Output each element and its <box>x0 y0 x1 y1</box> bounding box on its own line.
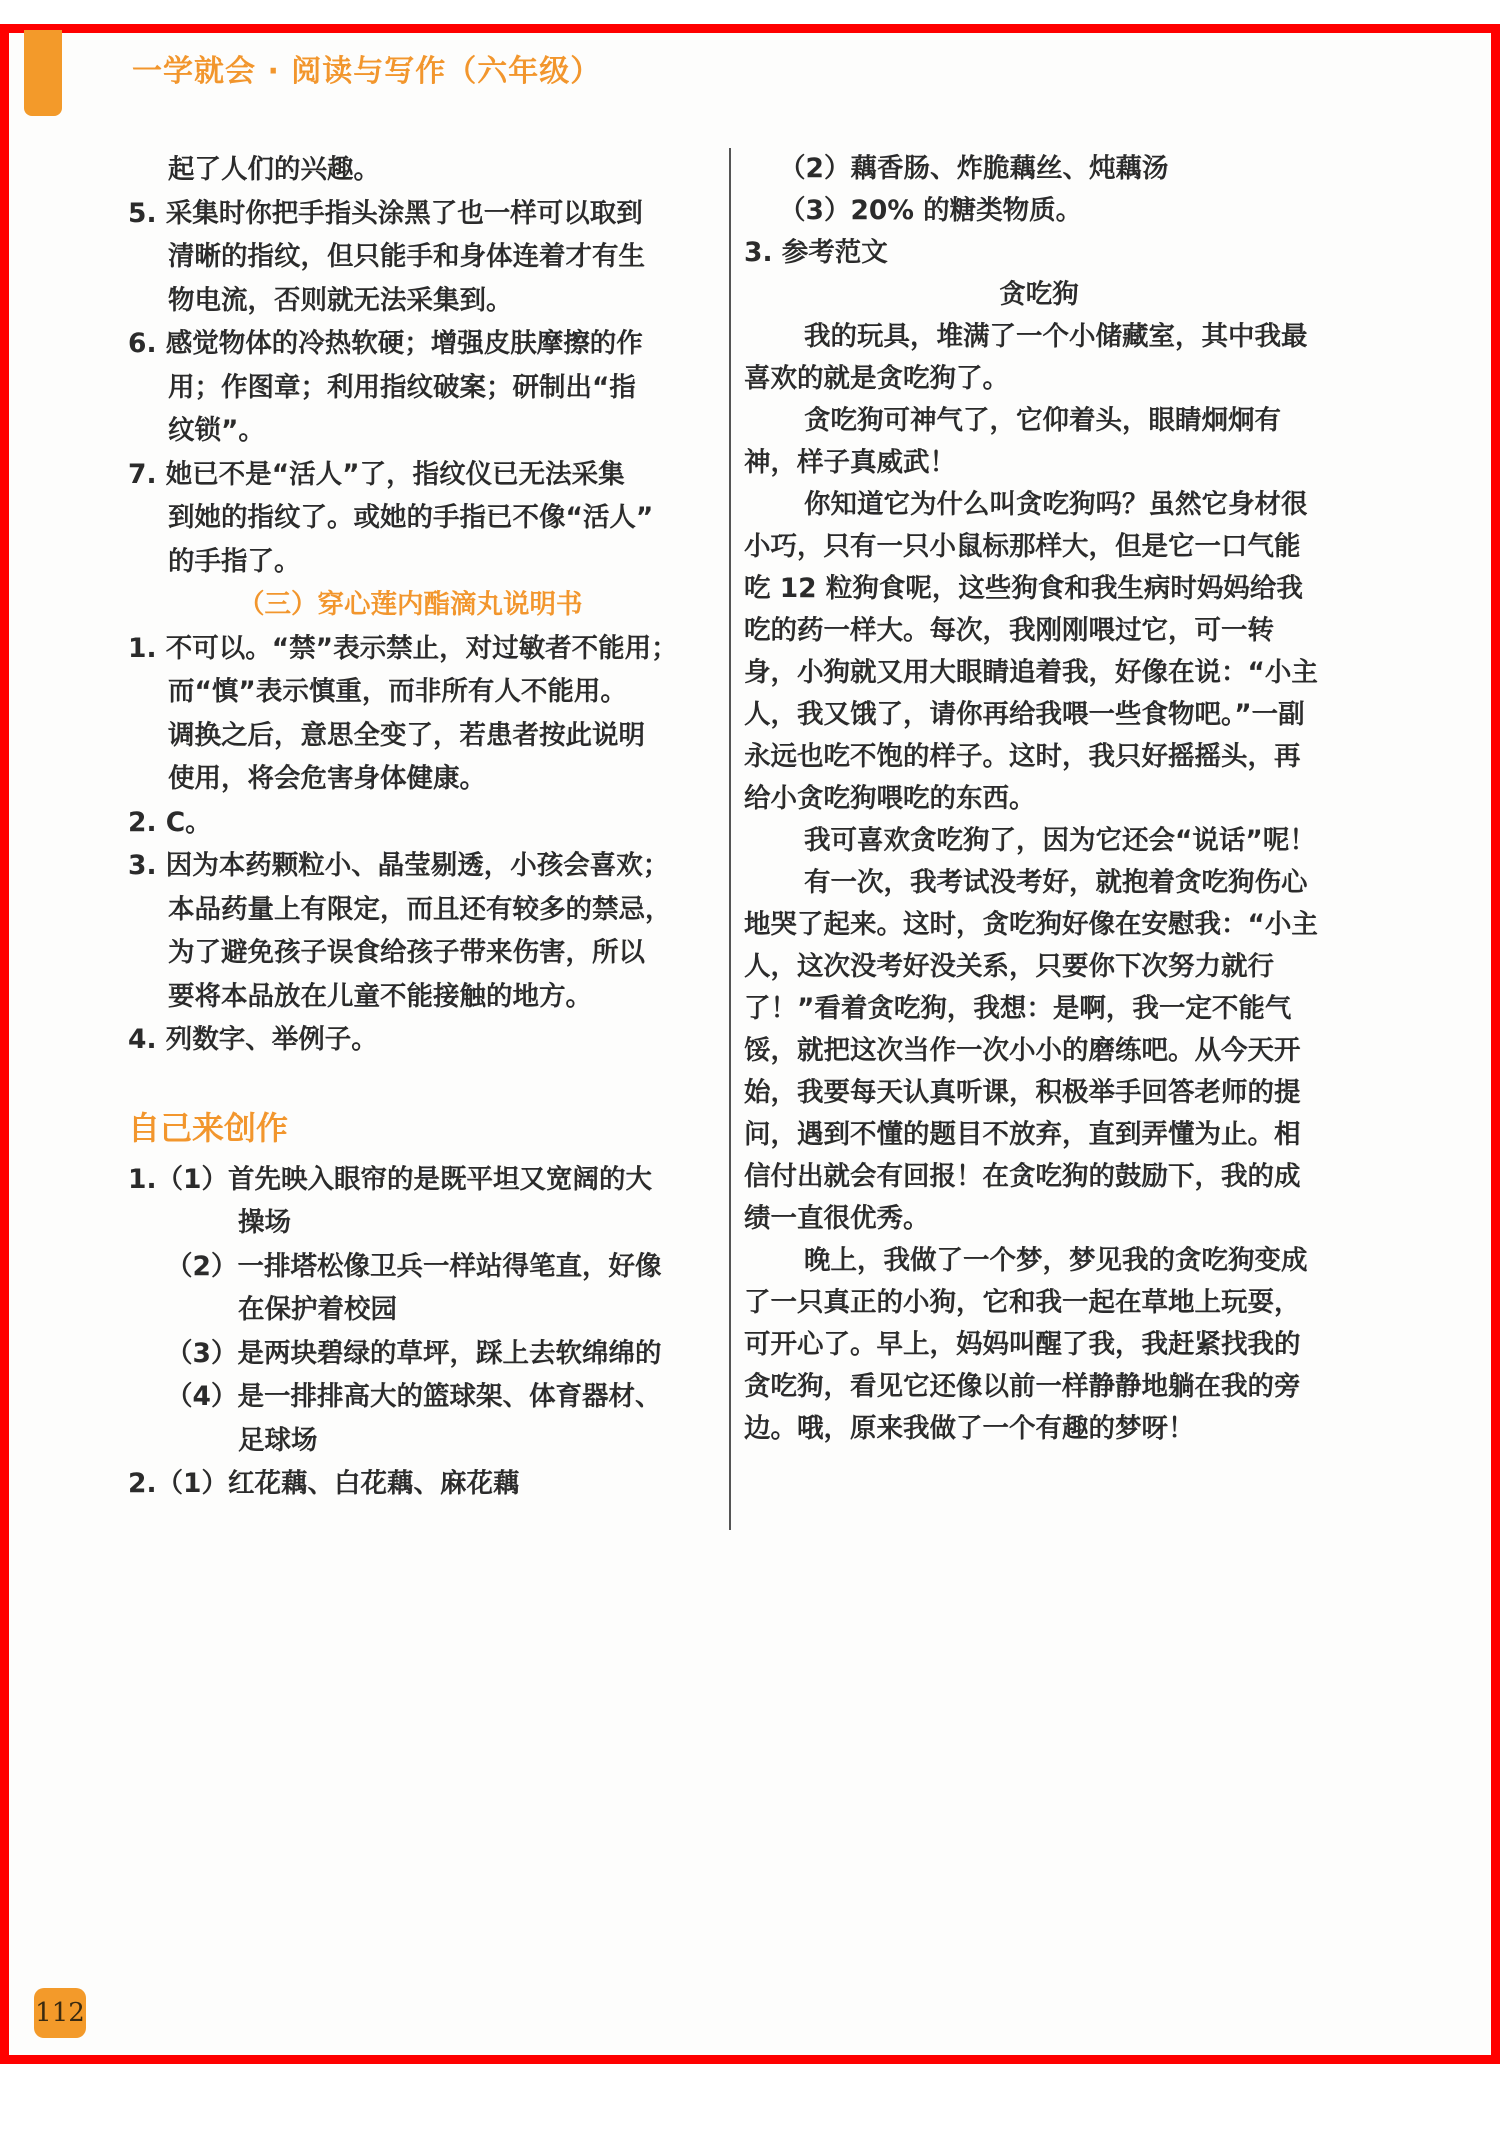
text-line: 本品药量上有限定，而且还有较多的禁忌， <box>168 893 672 925</box>
left-column <box>128 148 718 1506</box>
text-line: 用；作图章；利用指纹破案；研制出“指 <box>168 371 636 403</box>
essay-paragraph: 晚上，我做了一个梦，梦见我的贪吃狗变成了一只真正的小狗，它和我一起在草地上玩耍，可开心了。早上，妈妈叫醒了我，我赶紧找我的贪吃狗，看见它还像以前一样静静地躺在我的旁边。哦，原来我做了一个有趣的梦呀！ <box>744 1245 1308 1444</box>
text-line: （2）藕香肠、炸脆藕丝、炖藕汤 <box>779 153 1169 184</box>
text-line: （3）20% 的糖类物质。 <box>779 195 1083 226</box>
text-line: 使用，将会危害身体健康。 <box>168 763 486 794</box>
text-line: 到她的指纹了。或她的手指已不像“活人” <box>168 502 654 533</box>
text-line: 为了避免孩子误食给孩子带来伤害，所以 <box>168 937 645 968</box>
text-line: （3）是两块碧绿的草坪，踩上去软绵绵的 <box>166 1337 662 1369</box>
text-line: 清晰的指纹，但只能手和身体连着才有生 <box>168 241 645 272</box>
text-line: 7. 她已不是“活人”了，指纹仪已无法采集 <box>128 458 625 490</box>
text-line: 在保护着校园 <box>238 1294 397 1325</box>
essay-paragraph: 我的玩具，堆满了一个小储藏室，其中我最喜欢的就是贪吃狗了。 <box>744 321 1308 394</box>
subheading: （三）穿心莲内酯滴丸说明书 <box>238 589 583 620</box>
text-line: 1.（1）首先映入眼帘的是既平坦又宽阔的大 <box>128 1163 652 1195</box>
text-line: 调换之后，意思全变了，若患者按此说明 <box>168 719 645 751</box>
text-line: （4）是一排排高大的篮球架、体育器材、 <box>166 1381 662 1412</box>
text-line: 3. 参考范文 <box>744 237 888 268</box>
page-number: 112 <box>34 1988 86 2038</box>
header-tab-decoration <box>24 30 62 116</box>
right-column <box>744 148 1334 1450</box>
text-line: 的手指了。 <box>168 545 301 577</box>
essay-title: 贪吃狗 <box>999 279 1079 310</box>
text-line: 纹锁”。 <box>168 415 265 446</box>
text-line: 起了人们的兴趣。 <box>168 154 380 185</box>
text-line: 而“慎”表示慎重，而非所有人不能用。 <box>168 676 627 707</box>
text-line: 物电流，否则就无法采集到。 <box>168 284 513 316</box>
text-line: 2. C。 <box>128 806 212 838</box>
section-heading: 自己来创作 <box>128 1108 289 1147</box>
text-line: 1. 不可以。“禁”表示禁止，对过敏者不能用； <box>128 632 678 664</box>
column-divider <box>729 148 731 1530</box>
essay-paragraph: 你知道它为什么叫贪吃狗吗？虽然它身材很小巧，只有一只小鼠标那样大，但是它一口气能吃 12 粒狗食呢，这些狗食和我生病时妈妈给我吃的药一样大。每次，我刚刚喂过它，可一转身，小狗就又用大眼睛追着我，好像在说：“小主人，我又饿了，请你再给我喂一些食物吧。”一副永远也吃不饱的样子。这时，我只好摇摇头，再给小贪吃狗喂吃的东西。 <box>744 489 1318 814</box>
text-line: 2.（1）红花藕、白花藕、麻花藕 <box>128 1468 520 1499</box>
text-line: （2）一排塔松像卫兵一样站得笔直，好像 <box>166 1250 662 1282</box>
text-line: 操场 <box>238 1207 291 1238</box>
essay-paragraph: 我可喜欢贪吃狗了，因为它还会“说话”呢！ <box>804 825 1316 856</box>
essay-paragraph: 有一次，我考试没考好，就抱着贪吃狗伤心地哭了起来。这时，贪吃狗好像在安慰我：“小主人，这次没考好没关系，只要你下次努力就行了！”看着贪吃狗，我想：是啊，我一定不能气馁，就把这次当作一次小小的磨练吧。从今天开始，我要每天认真听课，积极举手回答老师的提问，遇到不懂的题目不放弃，直到弄懂为止。相信付出就会有回报！在贪吃狗的鼓励下，我的成绩一直很优秀。 <box>744 867 1318 1234</box>
text-line: 3. 因为本药颗粒小、晶莹剔透，小孩会喜欢； <box>128 850 670 881</box>
page-header: 一学就会 · 阅读与写作（六年级） <box>132 54 602 89</box>
text-line: 6. 感觉物体的冷热软硬；增强皮肤摩擦的作 <box>128 328 643 359</box>
text-line: 足球场 <box>238 1424 318 1456</box>
text-line: 5. 采集时你把手指头涂黑了也一样可以取到 <box>128 197 643 229</box>
text-line: 要将本品放在儿童不能接触的地方。 <box>168 980 592 1012</box>
text-line: 4. 列数字、举例子。 <box>128 1024 378 1055</box>
essay-paragraph: 贪吃狗可神气了，它仰着头，眼睛炯炯有神，样子真威武！ <box>744 405 1281 478</box>
